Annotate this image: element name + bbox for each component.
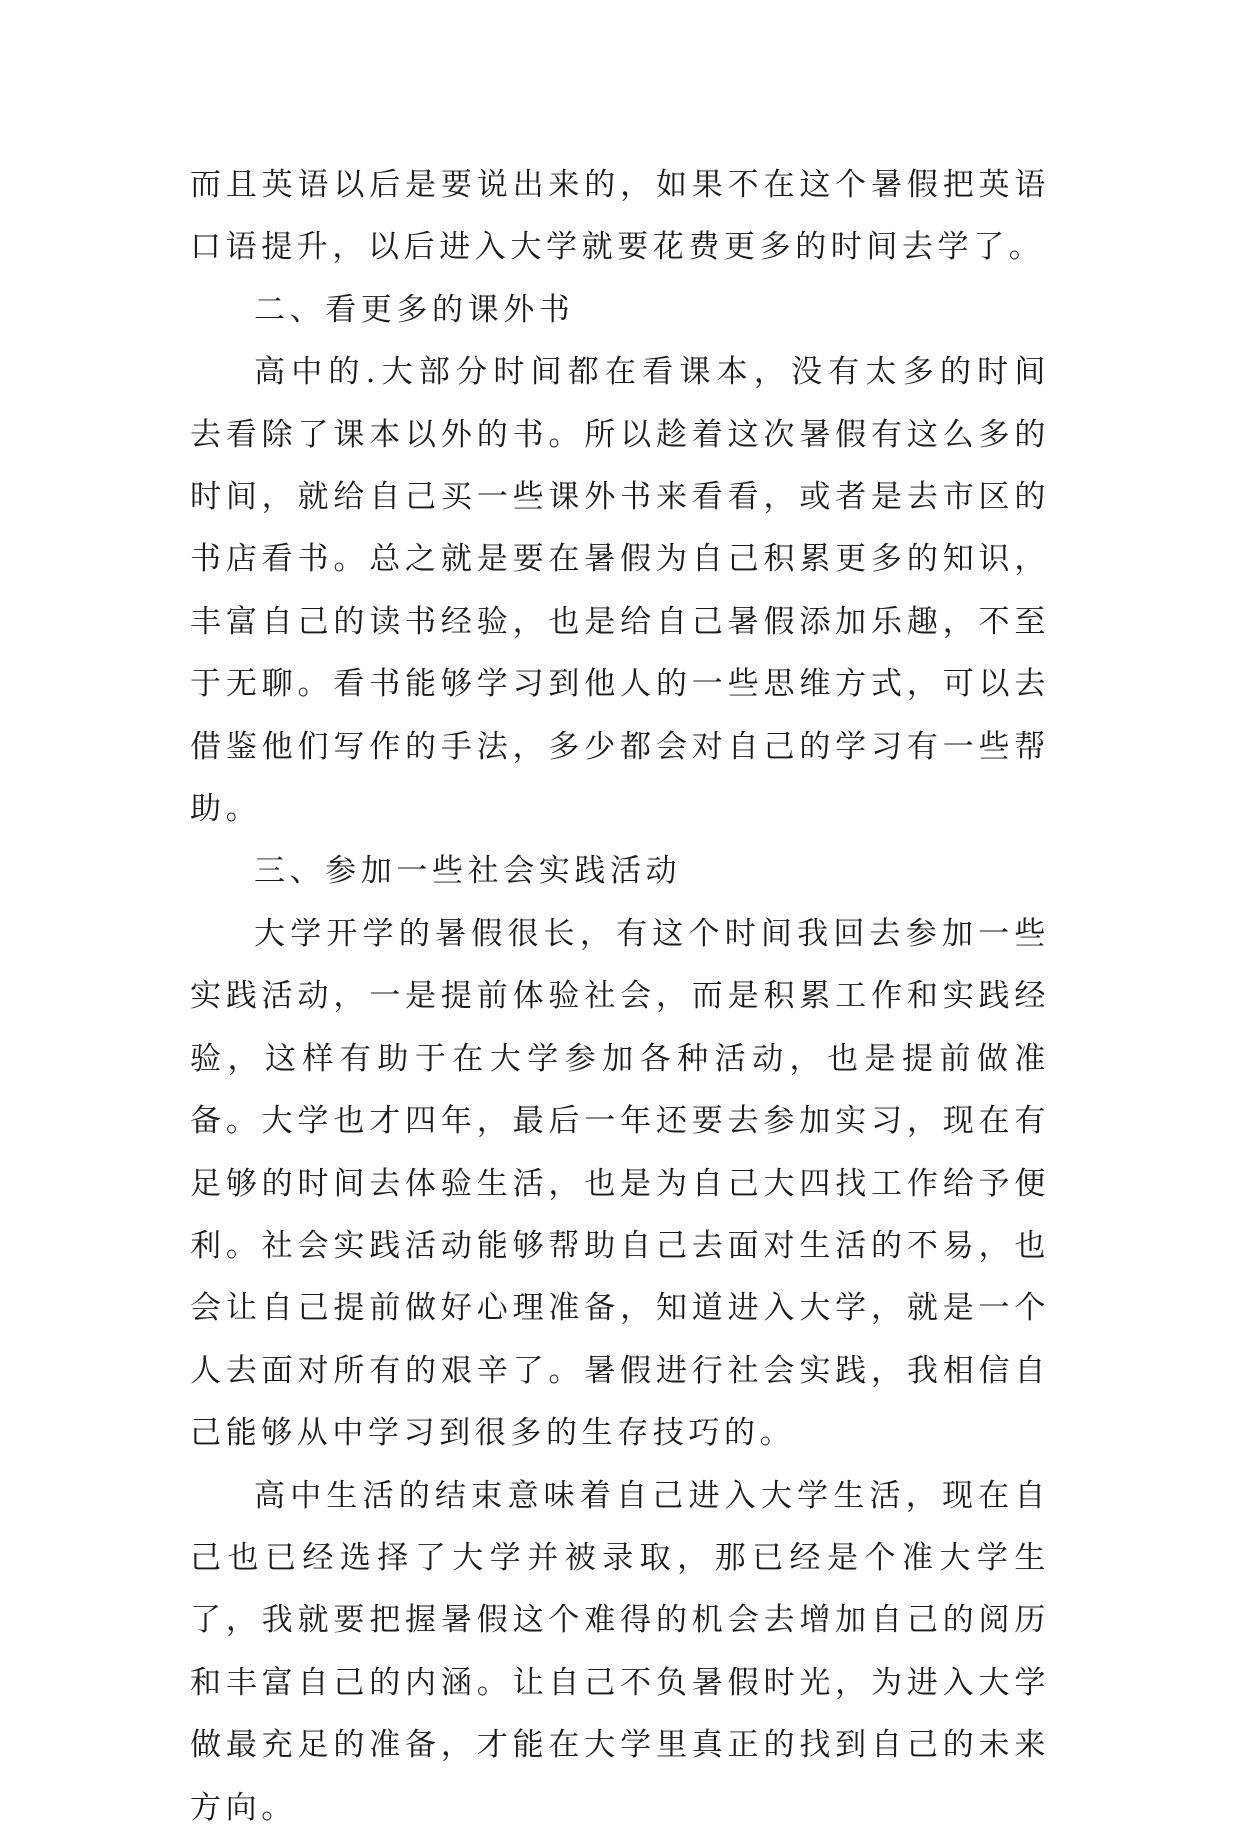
heading-4: 三、参加一些社会实践活动 xyxy=(254,853,682,890)
paragraph-6: 高中生活的结束意味着自己进入大学生活，现在自己也已经选择了大学并被录取，那已经是个准大学生了，我就要把握暑假这个难得的机会去增加自己的阅历和丰富自己的内涵。让自己不负暑假时光，为进入大学做最充足的准备，才能在大学里真正的找到自己的未来方向。 xyxy=(190,1477,1050,1826)
paragraph-5: 大学开学的暑假很长，有这个时间我回去参加一些实践活动，一是提前体验社会，而是积累工作和实践经验，这样有助于在大学参加各种活动，也是提前做准备。大学也才四年，最后一年还要去参加实习，现在有足够的时间去体验生活，也是为自己大四找工作给予便利。社会实践活动能够帮助自己去面对生活的不易，也会让自己提前做好心理准备，知道进入大学，就是一个人去面对所有的艰辛了。暑假进行社会实践，我相信自己能够从中学习到很多的生存技巧的。 xyxy=(190,915,1050,1452)
heading-2: 二、看更多的课外书 xyxy=(254,291,575,328)
paragraph-3: 高中的.大部分时间都在看课本，没有太多的时间去看除了课本以外的书。所以趁着这次暑假有这么多的时间，就给自己买一些课外书来看看，或者是去市区的书店看书。总之就是要在暑假为自己积累更多的知识，丰富自己的读书经验，也是给自己暑假添加乐趣，不至于无聊。看书能够学习到他人的一些思维方式，可以去借鉴他们写作的手法，多少都会对自己的学习有一些帮助。 xyxy=(190,354,1050,828)
paragraph-1: 而且英语以后是要说出来的，如果不在这个暑假把英语口语提升，以后进入大学就要花费更多的时间去学了。 xyxy=(190,167,1050,266)
document-body xyxy=(190,154,1050,1839)
